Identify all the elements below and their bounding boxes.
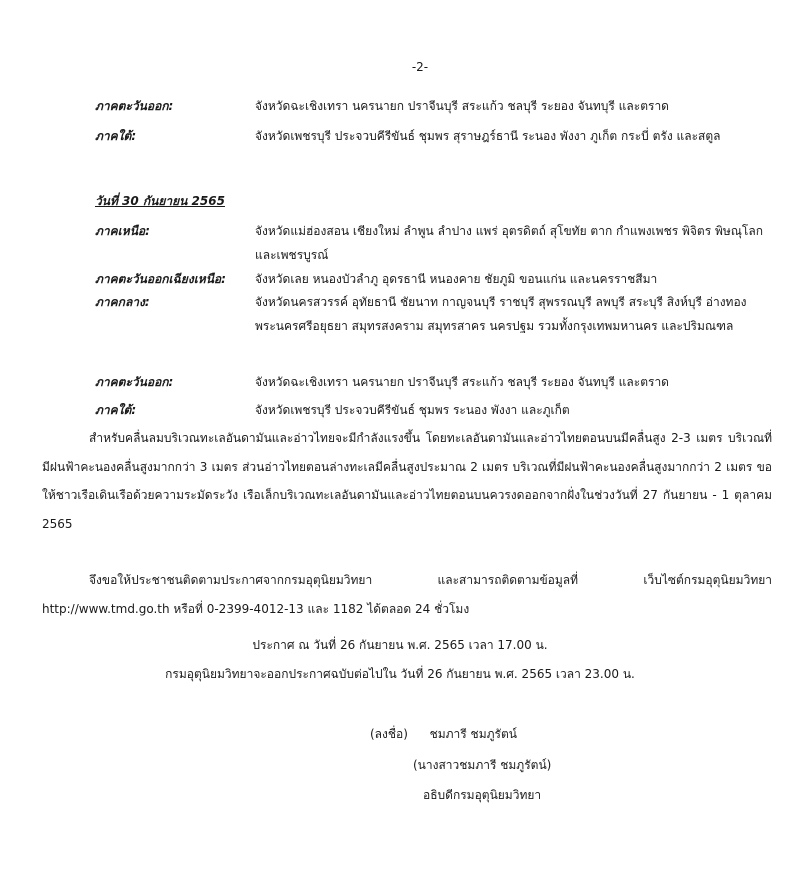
signature-prefix: (ลงชื่อ) [370, 727, 408, 741]
announce-line: ประกาศ ณ วันที่ 26 กันยายน พ.ศ. 2565 เวลา 17.00 น. [252, 638, 548, 652]
signature-line [370, 722, 517, 746]
page-number: -2- [411, 60, 429, 74]
region-provinces: จังหวัดเลย หนองบัวลำภู อุดรธานี หนองคาย ชัยภูมิ ขอนแก่น และนครราชสีมา [255, 272, 658, 286]
region-row-central [95, 290, 775, 362]
region-row-northeast [95, 267, 775, 291]
region-label: ภาคใต้: [95, 403, 137, 417]
region-provinces: จังหวัดฉะเชิงเทรา นครนายก ปราจีนบุรี สระแก้ว ชลบุรี ระยอง จันทบุรี และตราด [255, 99, 669, 113]
region-provinces: จังหวัดแม่ฮ่องสอน เชียงใหม่ ลำพูน ลำปาง แพร่ อุตรดิตถ์ สุโขทัย ตาก กำแพงเพชร พิจิตร พิษณุโลก และเพชรบูรณ์ [255, 224, 763, 262]
region-row-south [95, 124, 775, 172]
region-label: ภาคตะวันออก: [95, 375, 174, 389]
paragraph-waves: สำหรับคลื่นลมบริเวณทะเลอันดามันและอ่าวไทยจะมีกำลังแรงขึ้น โดยทะเลอันดามันและอ่าวไทยตอนบนมีคลื่นสูง 2-3 เมตร บริเวณที่มีฝนฟ้าคะนองคลื่นสูงมากกว่า 3 เมตร ส่วนอ่าวไทยตอนล่างทะเลมีคลื่นสูงประมาณ 2 เมตร บริเวณที่มีฝนฟ้าคะนองคลื่นสูงมากกว่า 2 เมตร ขอให้ชาวเรือเดินเรือด้วยความระมัดระวัง เรือเล็กบริเวณทะเลอันดามันและอ่าวไทยตอนบนควรงดออกจากฝั่งในช่วงวันที่ 27 กันยายน - 1 ตุลาคม 2565 [42, 431, 772, 531]
region-label: ภาคเหนือ: [95, 224, 150, 238]
paragraph-follow: จึงขอให้ประชาชนติดตามประกาศจากกรมอุตุนิยมวิทยา และสามารถติดตามข้อมูลที่ เว็บไซต์กรมอุตุนิยมวิทยา http://www.tmd.go.th หรือที่ 0-2399-4012-13 และ 1182 ได้ตลอด 24 ชั่วโมง [42, 573, 772, 616]
region-row-east [95, 370, 775, 394]
region-provinces: จังหวัดฉะเชิงเทรา นครนายก ปราจีนบุรี สระแก้ว ชลบุรี ระยอง จันทบุรี และตราด [255, 375, 669, 389]
region-label: ภาคตะวันออกเฉียงเหนือ: [95, 272, 226, 286]
signature-name: ชมภารี ชมภูรัตน์ [429, 727, 517, 741]
region-label: ภาคกลาง: [95, 295, 150, 309]
signatory-position: อธิบดีกรมอุตุนิยมวิทยา [423, 788, 542, 802]
next-announce-line: กรมอุตุนิยมวิทยาจะออกประกาศฉบับต่อไปใน วันที่ 26 กันยายน พ.ศ. 2565 เวลา 23.00 น. [165, 667, 635, 681]
region-row-east [95, 94, 775, 118]
date-heading: วันที่ 30 กันยายน 2565 [95, 194, 225, 208]
region-label: ภาคใต้: [95, 129, 137, 143]
region-row-north [95, 219, 775, 267]
signatory-full-name: (นางสาวชมภารี ชมภูรัตน์) [413, 758, 552, 772]
region-provinces: จังหวัดนครสวรรค์ อุทัยธานี ชัยนาท กาญจนบุรี ราชบุรี สุพรรณบุรี ลพบุรี สระบุรี สิงห์บุรี อ่างทอง พระนครศรีอยุธยา สมุทรสงคราม สมุทรสาคร นครปฐม รวมทั้งกรุงเทพมหานคร และปริมณฑล [255, 295, 747, 333]
region-row-south [95, 398, 775, 422]
region-provinces: จังหวัดเพชรบุรี ประจวบคีรีขันธ์ ชุมพร ระนอง พังงา และภูเก็ต [255, 403, 570, 417]
region-provinces: จังหวัดเพชรบุรี ประจวบคีรีขันธ์ ชุมพร สุราษฎร์ธานี ระนอง พังงา ภูเก็ต กระบี่ ตรัง และสตูล [255, 129, 721, 143]
region-label: ภาคตะวันออก: [95, 99, 174, 113]
